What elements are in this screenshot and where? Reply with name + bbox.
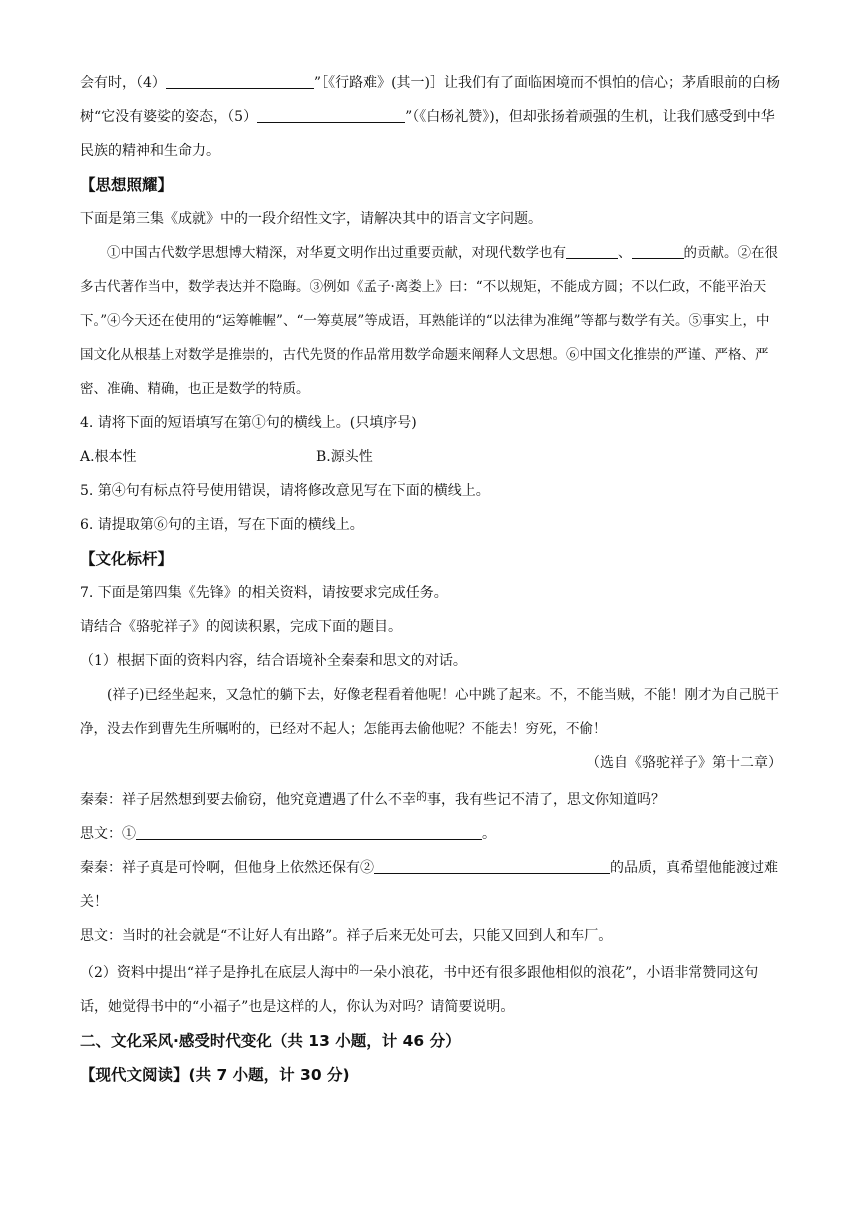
- quote-passage: (祥子)已经坐起来，又急忙的躺下去，好像老程看着他呢！心中跳了起来。不，不能当贼，不能！刚才为自己脱干净，没去作到曹先生所嘱咐的，已经对不起人；怎能再去偷他呢？不能去！穷死，不偷！: [80, 687, 780, 737]
- dialogue-3-text-a: 秦秦：祥子真是可怜啊，但他身上依然还保有②: [80, 860, 374, 876]
- dialogue-1-sup: 的: [416, 790, 427, 803]
- question-7: 7. 下面是第四集《先锋》的相关资料，请按要求完成任务。: [80, 585, 448, 601]
- option-a: A.根本性: [80, 449, 137, 465]
- intro-text-a: 会有时，（4）: [80, 75, 166, 91]
- intro-text-c: ”（《白杨礼赞》)，但却张扬着顽强的生机，让我们感受到中华民族的精神和生命力。: [80, 109, 775, 159]
- option-b: B.源头性: [316, 449, 373, 465]
- passage-blank-2[interactable]: [632, 242, 684, 259]
- dialogue-1-text-a: 秦秦：祥子居然想到要去偷窃，他究竟遭遇了什么不幸: [80, 792, 416, 808]
- section-heading-culture: 【文化标杆】: [80, 550, 174, 568]
- dialogue-1-text-b: 事，我有些记不清了，思文你知道吗？: [427, 792, 665, 808]
- dialogue-line-2: [80, 817, 782, 851]
- dialogue-2-text-a: 思文：①: [80, 826, 136, 842]
- dialogue-blank-2[interactable]: [374, 857, 610, 874]
- part-2-heading: 二、文化采风·感受时代变化（共 13 小题，计 46 分）: [80, 1032, 461, 1050]
- section1-lead: 下面是第三集《成就》中的一段介绍性文字，请解决其中的语言文字问题。: [80, 211, 542, 227]
- intro-text-b: ”［《行路难》(其一)］让我们有了面临困境而不惧怕的信心；茅盾眼前的白杨树“它没有婆娑的姿态，（5）: [80, 75, 781, 125]
- question-5: 5. 第④句有标点符号使用错误，请将修改意见写在下面的横线上。: [80, 483, 490, 499]
- blank-5[interactable]: [257, 106, 405, 123]
- passage-math: [80, 236, 782, 406]
- passage-text-a: ①中国古代数学思想博大精深，对华夏文明作出过重要贡献，对现代数学也有: [107, 245, 566, 261]
- blank-4[interactable]: [166, 72, 314, 89]
- dialogue-3-text-b: 的品质，真希望他能渡过难关！: [80, 860, 778, 910]
- document-page: [80, 66, 782, 1092]
- question-4: 4. 请将下面的短语填写在第①句的横线上。(只填序号): [80, 415, 417, 431]
- question-4-options: [80, 440, 782, 474]
- sub-question-2-sup: 的: [348, 963, 360, 976]
- sub-question-2-text-a: （2）资料中提出“祥子是挣扎在底层人海中: [80, 965, 349, 981]
- dialogue-line-1: [80, 780, 782, 817]
- sub-question-2: [80, 953, 782, 1024]
- dialogue-2-text-b: 。: [482, 826, 496, 842]
- sub-question-1: （1）根据下面的资料内容，结合语境补全秦秦和思文的对话。: [80, 653, 467, 669]
- intro-paragraph: [80, 66, 782, 168]
- dialogue-blank-1[interactable]: [136, 823, 482, 840]
- dialogue-line-3: [80, 851, 782, 919]
- quote-source: （选自《骆驼祥子》第十二章）: [586, 755, 782, 771]
- sub-question-2-text-b: 一朵小浪花，书中还有很多跟他相似的浪花”，小语非常赞同这句话，她觉得书中的“小福子”也是这样的人，你认为对吗？请简要说明。: [80, 965, 759, 1015]
- question-7-lead: 请结合《骆驼祥子》的阅读积累，完成下面的题目。: [80, 619, 402, 635]
- question-6: 6. 请提取第⑥句的主语，写在下面的横线上。: [80, 517, 364, 533]
- modern-reading-heading: 【现代文阅读】(共 7 小题，计 30 分): [80, 1066, 350, 1084]
- passage-blank-1[interactable]: [566, 242, 618, 259]
- passage-separator: 、: [618, 245, 632, 261]
- section-heading-thought: 【思想照耀】: [80, 176, 174, 194]
- dialogue-line-4: 思文：当时的社会就是“不让好人有出路”。祥子后来无处可去，只能又回到人和车厂。: [80, 928, 613, 944]
- passage-text-b: 的贡献。②在很多古代著作当中，数学表达并不隐晦。③例如《孟子·离娄上》曰：“不以规矩，不能成方圆；不以仁政，不能平治天下。”④今天还在使用的“运筹帷幄”、“一筹莫展”等成语，耳熟能详的“以法律为准绳”等都与数学有关。⑤事实上，中国文化从根基上对数学是推崇的，古代先贤的作品常用数学命题来阐释人文思想。⑥中国文化推崇的严谨、严格、严密、准确、精确，也正是数学的特质。: [80, 245, 778, 397]
